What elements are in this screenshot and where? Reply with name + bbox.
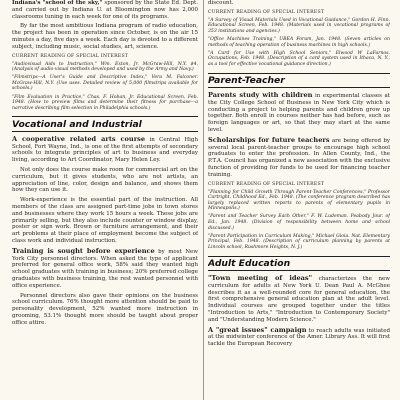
reading-citation: "Audiovisual Aids to Instruction," Wm. Exton, Jr. McGraw-Hill, N.Y. $4. (Analysis of audio-visual methods developed and used by the Army and Navy.): [12, 61, 198, 73]
section-title: Adult Education: [208, 258, 291, 270]
training-text: by most New York City personnel directors. When asked the type of applicant preferred for general office work, 58% said they wanted high school graduates with training in business; 20% preferred college graduates with business training, the rest wanted personnel with office experience.: [12, 248, 198, 289]
scholarship-paragraph: [208, 137, 390, 179]
column-divider: [203, 0, 204, 400]
town-meeting-lead: "Town meeting of ideas": [208, 274, 313, 283]
great-issues-lead: A "great issues" campaign: [208, 325, 307, 334]
parents-lead: Parents study with children: [208, 91, 313, 100]
reading-citation: "A Survey of Visual Materials Used in Vocational Guidance," Gordon H. Finn. Educational Screen, Feb. 1948. (Materials used in vocational programs of 353 institutions and agencies.): [208, 17, 390, 34]
continued-line: discount.: [208, 0, 234, 6]
coop-paragraph-2: Not only does the course make room for commercial art on the curriculum, but it gives students, who are not artists, an appreciation of line, color, design and balance, and shows them how they can use it.: [12, 167, 198, 194]
right-column: [208, 0, 390, 400]
town-meeting-text: characterizes the new curriculum for adults at New York U. Dean Paul A. McGhee describes it as a well-rounded core for general education, the first comprehensive general education plan at the adult level. Individual courses are grouped together under the titles "Introduction to Arts," "Introduction to Contemporary Society" and "Understanding Modern Science.": [208, 276, 390, 323]
section-header-vocational: [12, 116, 198, 132]
indiana-lead: Indiana's "school of the sky,": [12, 0, 103, 6]
section-title: Vocational and Industrial: [12, 118, 142, 130]
indiana-text: sponsored by the State Ed. Dept. and carried out by Indiana U. at Bloomington now has 2,000 classrooms tuning in each week for one of its programs.: [12, 0, 198, 20]
parents-text: in experimental classes at the City College School of Business in New York City which is conducting a project to helping parents and children grow up together. Both enroll in courses neither has had before, such as foreign languages or art, so that they may start at the same level.: [208, 93, 390, 134]
training-paragraph: [12, 248, 198, 290]
indiana-paragraph: [12, 0, 198, 20]
scholarship-text: are being offered by several local parent-teacher groups to encourage high school graduates to enter the profession. In Allen County, Ind., the P.T.A. Council has organized a new association with the exclusive function of providing for funds to be used for financing teacher training.: [208, 137, 390, 178]
town-meeting-paragraph: [208, 275, 390, 324]
reading-citation: "A Card for Use with High School Seniors," Elwood W LaFarnos. Occupations, Feb. 1948. (Description of a card system used in Ithaca, N. Y., as a tool for effective vocational guidance direction.): [208, 50, 390, 67]
current-reading-heading: CURRENT READING OF SPECIAL INTEREST: [208, 9, 325, 15]
training-lead: Training is sought before experience: [12, 246, 155, 255]
current-reading-heading: CURRENT READING OF SPECIAL INTEREST: [12, 53, 129, 59]
section-header-adult-education: [208, 256, 390, 272]
reading-citation: "Film Evaluation in Practice," Chas. F. Hoban, Jr. Educational Screen, Feb. 1948. (How to preview films and determine their fitness for purchase—a narrative describing film selection in Philadelphia schools.): [12, 94, 198, 111]
parents-paragraph: [208, 92, 390, 134]
scholarship-lead: Scholarships for future teachers: [208, 135, 330, 144]
great-issues-text: to reach adults was initiated at the midwinter conference of the Amer. Library Ass. It will first tackle the European Recovery: [208, 327, 390, 348]
coop-lead: A cooperative related arts course: [12, 134, 146, 143]
section-title: Parent-Teacher: [208, 75, 285, 87]
current-reading-heading: CURRENT READING OF SPECIAL INTEREST: [208, 181, 325, 187]
coop-text: in Central High School, Fort Wayne, Ind., is one of the first attempts of secondary schools to integrate principles of art to business and everyday living, according to Art Coordinator, Mary Helen Ley.: [12, 136, 198, 164]
training-paragraph-2: Personnel directors also gave their opinions on the business school curriculum. 76% thought more attention should be paid to personality development, 52% wanted more instruction in grooming, 53.1% thought more should be taught about proper office attire.: [12, 292, 198, 326]
reading-citation: "Parent Participation in Curriculum Making," Michael Gioia. Nat. Elementary Principal, Feb. 1948. (Description of curriculum planning by parents at Lincoln school, Rushmore Heights, N. J.): [208, 233, 390, 250]
indiana-paragraph-2: By far the most ambitious Indiana program of radio education, the project has been in operation since October, is on the air 15 minutes a day, five days a week. Each day is devoted to a different subject, including music, social studies, art, science.: [12, 23, 198, 50]
section-header-parent-teacher: [208, 73, 390, 89]
great-issues-paragraph: [208, 327, 390, 348]
coop-paragraph-3: Work-experience is the essential part of the instruction. All members of the class are assigned part-time jobs in town stores and businesses where they work 15 hours a week. These jobs are primarily selling, but they also include counter or window display, poster or sign work. Brown or furniture arrangement, and their art problems at their place of employment become the subject of class work and individual instruction.: [12, 197, 198, 244]
coop-paragraph: [12, 136, 198, 164]
reading-citation: "Planning for Child Growth Through Parent-Teacher Conferences," Professor Cartright. Childhood Ed., Feb. 1948. (The conference program described has largely replaced written reports to parents of elementary pupils in Minneapolis.): [208, 189, 390, 212]
reading-citation: "Filmstrips—A User's Guide and Descriptive Index," Vera M. Falconer. McGraw-Hill, N.Y. (Use uses. Detailed review of 5,000 filmstrips available for schools.): [12, 75, 198, 92]
reading-citation: "Office Machines Training," UBEA Forum, Jan. 1948. (Seven articles on methods of teaching operation of business machines in high schools.): [208, 37, 390, 48]
left-column: [12, 0, 198, 400]
reading-citation: "Parent and Teacher Survey Each Other," F. W. Ludeman. Peabody Jour. of Ed., Jan. 1948. (Division of responsibility between home and school discussed.): [208, 214, 390, 231]
